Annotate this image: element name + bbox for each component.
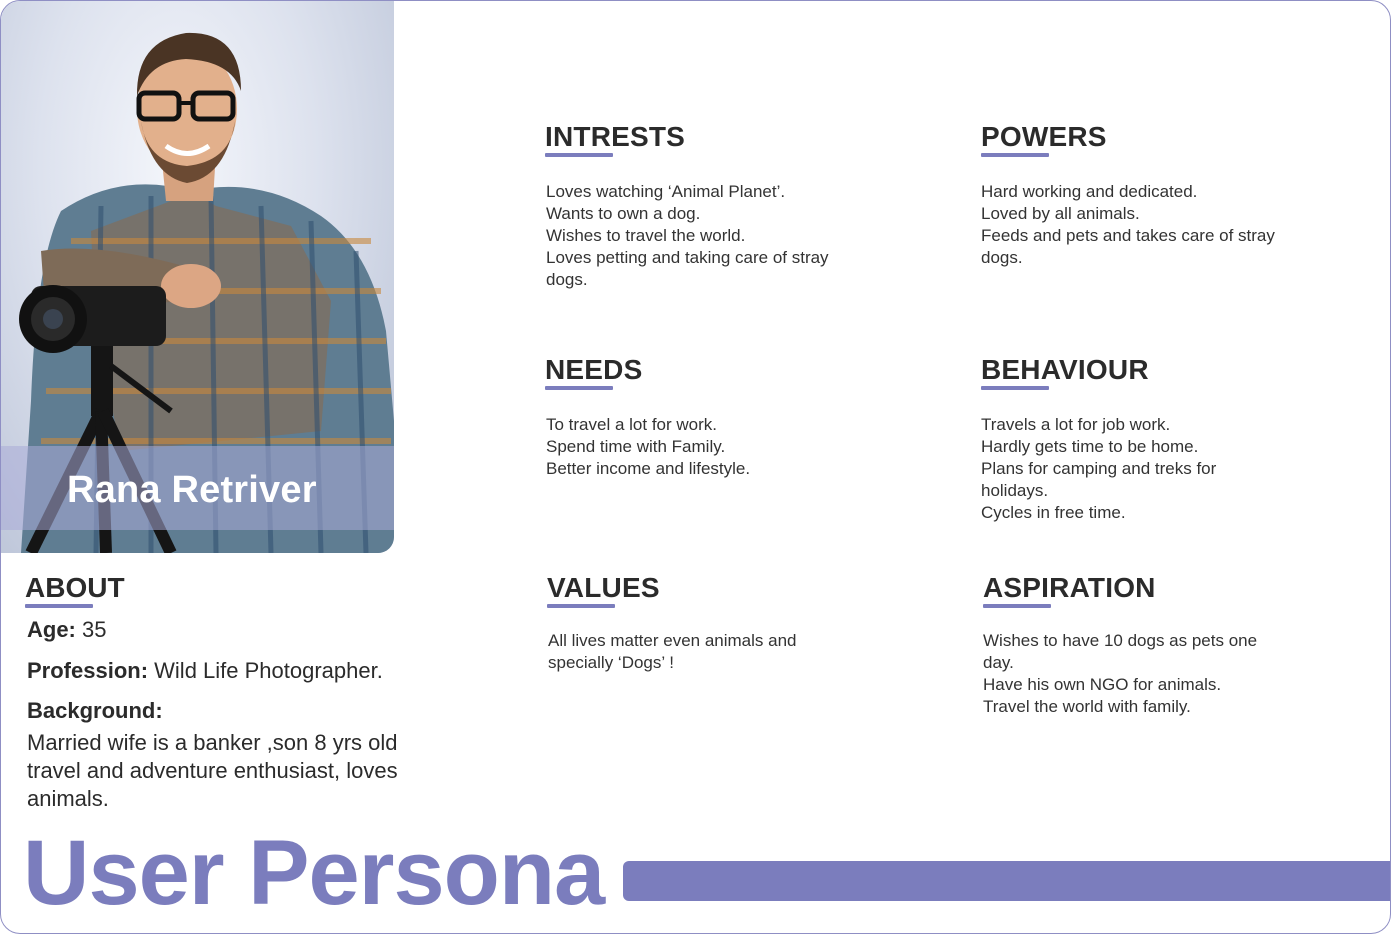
age-label: Age: xyxy=(27,617,76,642)
section-title: ASPIRATION xyxy=(983,572,1156,603)
section-line: dogs. xyxy=(546,270,588,289)
section-title: POWERS xyxy=(981,121,1107,152)
profession-label: Profession: xyxy=(27,658,149,683)
age-value: 35 xyxy=(82,617,107,642)
section-interests xyxy=(545,121,829,291)
section-line: Hardly gets time to be home. xyxy=(981,437,1199,456)
background-label: Background: xyxy=(27,698,163,723)
section-line: Cycles in free time. xyxy=(981,503,1126,522)
title-underline xyxy=(981,153,1049,157)
section-line: day. xyxy=(983,653,1014,672)
accent-bar xyxy=(623,861,1391,901)
background-line: animals. xyxy=(27,786,109,811)
about-background-label xyxy=(27,698,163,724)
title-underline xyxy=(981,386,1049,390)
section-line: Hard working and dedicated. xyxy=(981,182,1198,201)
persona-name: Rana Retriver xyxy=(67,469,317,511)
title-underline xyxy=(547,604,615,608)
section-line: Loves petting and taking care of stray xyxy=(546,248,829,267)
section-title: NEEDS xyxy=(545,354,643,385)
section-needs xyxy=(545,354,750,480)
section-line: All lives matter even animals and xyxy=(548,631,797,650)
section-title: ABOUT xyxy=(25,572,125,603)
section-line: specially ‘Dogs’ ! xyxy=(548,653,674,672)
section-line: Travels a lot for job work. xyxy=(981,415,1171,434)
title-underline xyxy=(25,604,93,608)
section-behaviour xyxy=(981,354,1216,524)
section-line: Wishes to have 10 dogs as pets one xyxy=(983,631,1258,650)
about-age xyxy=(27,617,107,643)
title-underline xyxy=(545,386,613,390)
about-section-title xyxy=(25,572,125,608)
section-aspiration xyxy=(983,572,1257,718)
section-title: VALUES xyxy=(547,572,660,603)
section-line: Plans for camping and treks for xyxy=(981,459,1217,478)
section-powers xyxy=(981,121,1275,269)
section-line: Have his own NGO for animals. xyxy=(983,675,1222,694)
background-line: Married wife is a banker ,son 8 yrs old xyxy=(27,730,398,755)
section-line: To travel a lot for work. xyxy=(546,415,718,434)
title-underline xyxy=(545,153,613,157)
section-title: BEHAVIOUR xyxy=(981,354,1149,385)
section-body xyxy=(981,181,1275,269)
section-line: Travel the world with family. xyxy=(983,697,1191,716)
section-line: dogs. xyxy=(981,248,1023,267)
persona-photo xyxy=(1,1,394,553)
title-underline xyxy=(983,604,1051,608)
section-line: Wants to own a dog. xyxy=(546,204,701,223)
section-line: Better income and lifestyle. xyxy=(546,459,751,478)
section-body xyxy=(983,630,1257,718)
page-title: User Persona xyxy=(23,822,605,924)
section-line: Loved by all animals. xyxy=(981,204,1140,223)
profession-value: Wild Life Photographer. xyxy=(154,658,383,683)
section-line: Spend time with Family. xyxy=(546,437,726,456)
about-profession xyxy=(27,658,383,684)
section-body xyxy=(981,414,1216,524)
section-body xyxy=(548,630,797,674)
section-line: Loves watching ‘Animal Planet’. xyxy=(546,182,786,201)
section-body xyxy=(546,181,829,291)
section-line: Wishes to travel the world. xyxy=(546,226,746,245)
section-title: INTRESTS xyxy=(545,121,686,152)
background-line: travel and adventure enthusiast, loves xyxy=(27,758,398,783)
about-background-text xyxy=(27,729,447,813)
section-line: holidays. xyxy=(981,481,1049,500)
section-line: Feeds and pets and takes care of stray xyxy=(981,226,1275,245)
section-values xyxy=(547,572,797,674)
section-body xyxy=(546,414,750,480)
